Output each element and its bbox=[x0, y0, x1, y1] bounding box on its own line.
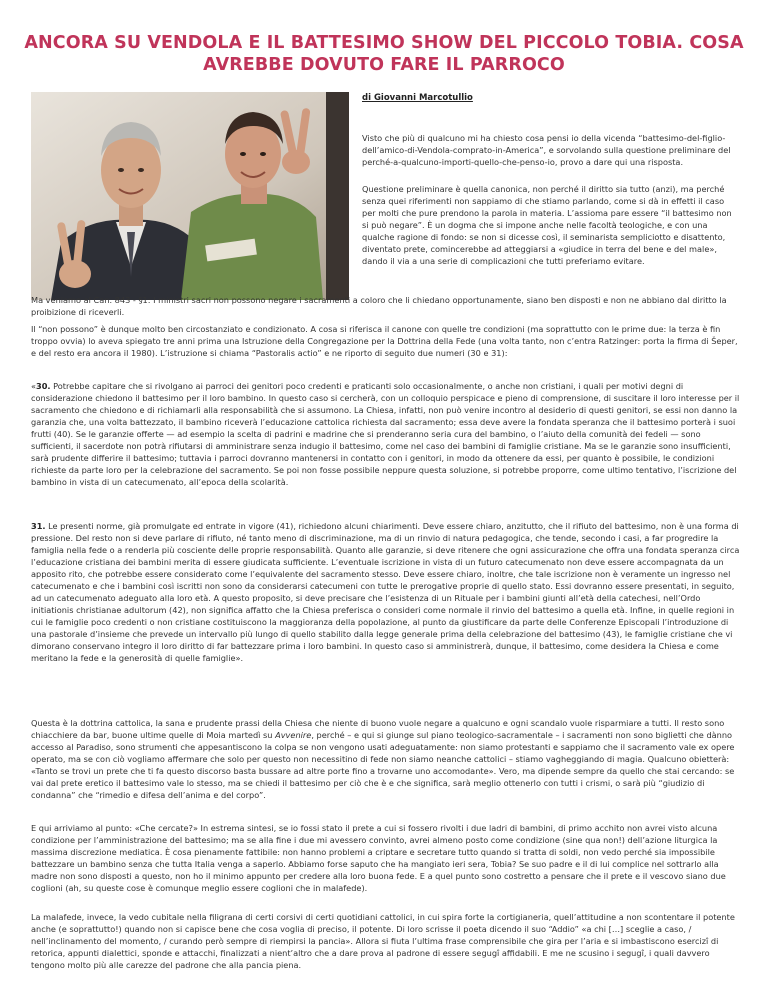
paragraph-non-possono: Il “non possono” è dunque molto ben circostanziato e condizionato. A cosa si riferisca il canone con quelle tre condizioni (ma soprattutto con le prime due: la terza è fin troppo ovvia) lo aveva spiegato tre anni prima una Istruzione della Congregazione per la Dottrina della Fede (una volta tanto, non c’entra Ratzinger: porta la firma di Šeper, e del resto era ancora il 1980). L’istruzione si chiama “Pastoralis actio” e ne riporto di seguito due numeri (30 e 31): bbox=[31, 324, 738, 358]
article-title-line-1: ANCORA SU VENDOLA E IL BATTESIMO SHOW DEL PICCOLO TOBIA. COSA bbox=[24, 33, 744, 53]
article-author[interactable]: di Giovanni Marcotullio bbox=[362, 93, 473, 103]
paragraph-preliminary: Questione preliminare è quella canonica, non perché il diritto sia tutto (anzi), ma perché senza quei riferimenti non sappiamo di che stiamo parlando, come si dà in effetti il caso per molti che pure prendono la parola in materia. L’assioma pare essere “il battesimo non si può negare”. È un dogma che si impone anche nelle facoltà teologiche, e con una qualche ragione di fondo: se non si dicesse così, il seminarista sempliciotto e disattento, diventato prete, comincerebbe ad atteggiarsi a «giudice in terra del bene e del male», dando il via a una serie di complicazioni che tutti preferiamo evitare. bbox=[362, 184, 732, 266]
article-title bbox=[0, 32, 768, 76]
section-30-text: Potrebbe capitare che si rivolgano ai parroci dei genitori poco credenti e praticanti solo occasionalmente, o anche non cristiani, i quali per motivi degni di considerazione chiedono il battesimo per il loro bambino. In questo caso si cercherà, con un colloquio perspicace e pieno di comprensione, di suscitare il loro interesse per il sacramento che chiedono e di richiamarli alla responsabilità che si assumono. La Chiesa, infatti, non può venire incontro al desiderio di questi genitori, se essi non danno la garanzia che, una volta battezzato, il bambino riceverà l’educazione cattolica richiesta dal sacramento; essa deve avere la fondata speranza che il battesimo porterà i suoi frutti (40). Se le garanzie offerte — ad esempio la scelta di padrini e madrine che si prenderanno seria cura del bambino, o l’aiuto della comunità dei fedeli — sono sufficienti, il sacerdote non potrà rifiutarsi di amministrare senza indugio il battesimo, come nel caso dei bambini di famiglie cristiane. Ma se le garanzie sono insufficienti, sarà prudente differire il battesimo; tuttavia i parroci dovranno mantenersi in contatto con i genitori, in modo da ottenere da essi, per quanto è possibile, le condizioni richieste da parte loro per la celebrazione del sacramento. Se poi non fosse possibile neppure questa soluzione, si potrebbe proporre, come ultimo tentativo, l’iscrizione del bambino in vista di un catecumenato, all’epoca della scolarità. bbox=[31, 381, 740, 487]
section-number-31: 31. bbox=[31, 521, 46, 531]
quote-open: « bbox=[31, 381, 37, 391]
avvenire-emphasis: Avvenire bbox=[275, 730, 312, 740]
section-number-30: 30. bbox=[36, 381, 51, 391]
paragraph-instruction-31 bbox=[31, 520, 741, 664]
doctrine-text-a: Questa è la dottrina cattolica, la sana e prudente prassi della Chiesa che niente di buono vuole negare a qualcuno e ogni scandalo vuole risparmiare a tutti. Il resto sono chiacchiere da bar, buone ultime quelle di Moia martedì su bbox=[31, 718, 725, 740]
doctrine-text-b: , perché – e qui si giunge sul piano teologico-sacramentale – i sacramenti non sono biglietti che dànno accesso al Paradiso, sono strumenti che appesantiscono la colpa se non vengono usati adeguatamente: non siamo protestanti e sappiamo che il sacramento vale ex opere operato, ma se con ciò vogliamo affermare che solo per questo non necessitino di fede non siamo neanche cattolici – stiamo vagheggiando di magia. Qualcuno obietterà: «Tanto se trovi un prete che ti fa questo discorso basta bussare ad altre porte fino a trovarne uno accomodante». Vero, ma dipende sempre da quello che stai cercando: se vai dal prete eretico il battesimo vale lo stesso, ma se chiedi il battesimo per ciò che è e che significa, sarà meglio ottenerlo con tutti i crismi, o sarà più “giudizio di condanna” che “rimedio e difesa dell’anima e del corpo”. bbox=[31, 730, 735, 800]
article-photo bbox=[31, 92, 349, 300]
section-31-text: Le presenti norme, già promulgate ed entrate in vigore (41), richiedono alcuni chiarimenti. Deve essere chiaro, anzitutto, che il rifiuto del battesimo, non è una forma di pressione. Del resto non si deve parlare di rifiuto, né tanto meno di discriminazione, ma di un rinvio di natura pedagogica, che tende, secondo i casi, a far progredire la famiglia nella fede o a renderla più cosciente delle proprie responsabilità. Quanto alle garanzie, si deve ritenere che ogni assicurazione che offra una fondata speranza circa l’educazione cristiana dei bambini merita di essere giudicata sufficiente. L’eventuale iscrizione in vista di un futuro catecumenato non deve essere accompagnata da un apposito rito, che potrebbe essere considerato come l’equivalente del sacramento stesso. Deve essere chiaro, inoltre, che tale iscrizione non è veramente un ingresso nel catecumenato e che i bambini così iscritti non sono da considerarsi catecumeni con tutte le prerogative proprie di quello stato. Essi dovranno essere presentati, in seguito, ad un catecumenato adeguato alla loro età. A questo proposito, si deve precisare che l’esistenza di un Rituale per i bambini giunti all’età della catechesi, nell’Ordo initiationis christianae adultorum (42), non significa affatto che la Chiesa preferisca o consideri come normale il rinvio del battesimo a quella età. Infine, in quelle regioni in cui le famiglie poco credenti o non cristiane costituiscono la maggioranza della popolazione, al punto da giustificare da parte delle Conferenze Episcopali l’introduzione di una pastorale d’insieme che prevede un intervallo più lungo di quello stabilito dalla legge generale prima della celebrazione del battesimo (43), le famiglie cristiane che vi dimorano conservano integro il loro diritto di far battezzare prima i loro bambini. In questo caso si amministrerà, dunque, il battesimo, come desidera la Chiesa e come meritano la fede e la generosità di quelle famiglie». bbox=[31, 521, 740, 663]
paragraph-che-cercate: E qui arriviamo al punto: «Che cercate?» In estrema sintesi, se io fossi stato il prete a cui si fossero rivolti i due ladri di bambini, di primo acchito non avrei visto alcuna condizione per l’amministrazione del battesimo; ma se alla fine i due mi avessero convinto, avrei almeno posto come condizione (sine qua non!) dell’azione liturgica la massima discrezione mediatica. È cosa pienamente fattibile: non hanno problemi a criptare e secretare tutto quando si tratta di soldi, non vedo perché sia impossibile battezzare un bambino senza che tutta Italia venga a saperlo. Abbiamo forse saputo che ha mangiato ieri sera, Tobia? Se suo padre e il di lui complice nel sottrarlo alla madre non sono disposti a questo, non ho il minimo appunto per credere alla loro buona fede. E a quel punto sono costretto a pensare che il prete e il vescovo siano due coglioni (ah, su queste cose è comunque meglio essere coglioni che in malafede). bbox=[31, 823, 726, 893]
photo-two-men-victory-sign bbox=[31, 92, 349, 300]
paragraph-intro: Visto che più di qualcuno mi ha chiesto cosa pensi io della vicenda “battesimo-del-figlio-dell’amico-di-Vendola-comprato-in-America”, e sorvolando sulla questione preliminare del perché-a-qualcuno-importi-quello-che-penso-io, provo a dare qui una risposta. bbox=[362, 133, 731, 167]
paragraph-instruction-30 bbox=[31, 380, 741, 488]
paragraph-doctrine bbox=[31, 717, 741, 801]
paragraph-canon-843: Ma veniamo al Can. 843 - §1: I ministri sacri non possono negare i sacramenti a coloro che li chiedano opportunamente, siano ben disposti e non ne abbiano dal diritto la proibizione di riceverli. bbox=[31, 295, 727, 317]
article-title-line-2: AVREBBE DOVUTO FARE IL PARROCO bbox=[203, 55, 565, 75]
paragraph-malafede: La malafede, invece, la vedo cubitale nella filigrana di certi corsivi di certi quotidiani cattolici, in cui spira forte la cortigianeria, quell’attitudine a non scontentare il potente anche (e soprattutto!) quando non si capisce bene che cosa voglia di preciso, il potente. Di loro scrisse il poeta dicendo il suo “Addio” «a chi […] sceglie a caso, / nell’inclinamento del momento, / curando però sempre di riempirsi la pancia». Allora si fiuta l’ultima frase comprensibile che gira per l’aria e si imbastiscono esercizî di retorica, appunti dialettici, sponde e attacchi, finalizzati a nient’altro che a dare prova al padrone di essere segugî affidabili. E me ne scusino i segugî, i quali davvero tengono molto più alle carezze del padrone che alla pancia piena. bbox=[31, 912, 735, 970]
